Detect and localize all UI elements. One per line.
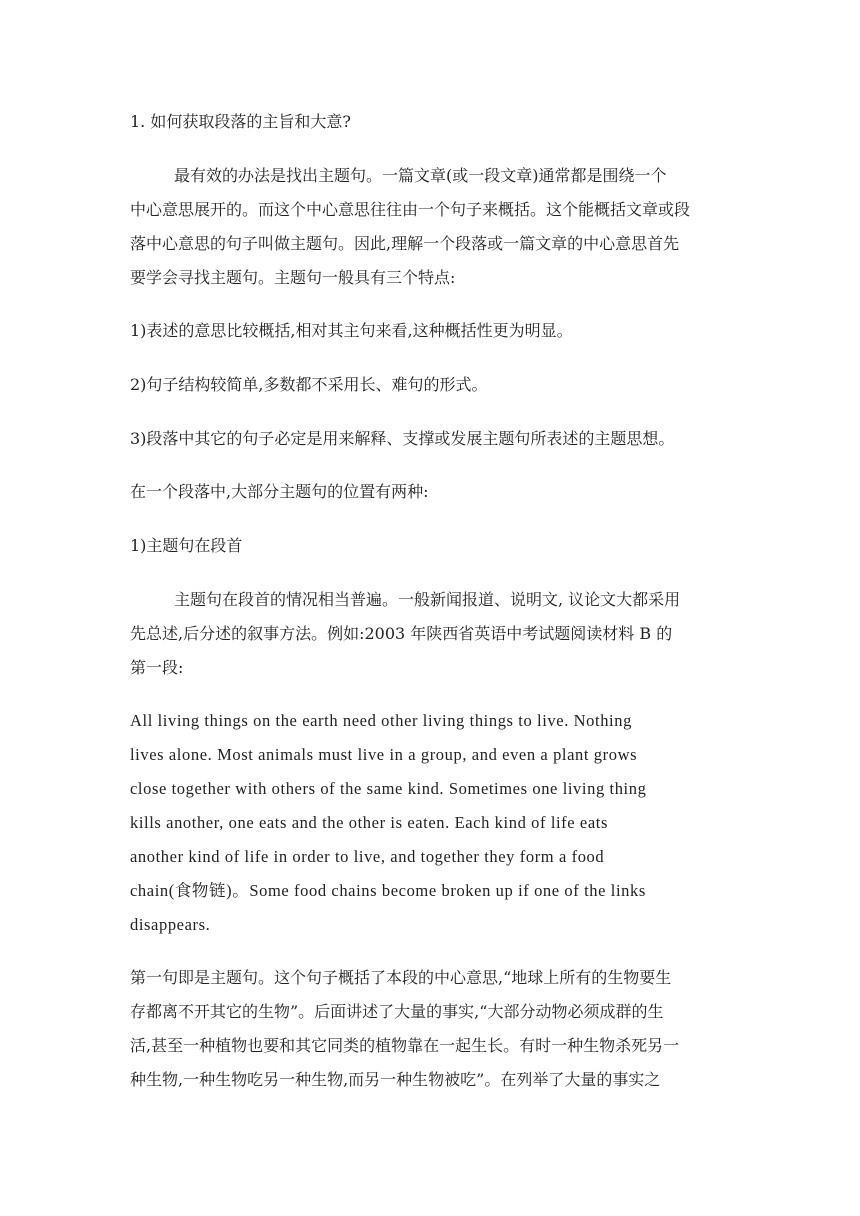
analysis-line: 活,甚至一种植物也要和其它同类的植物靠在一起生长。有时一种生物杀死另一: [130, 1036, 680, 1055]
intro-line: 中心意思展开的。而这个中心意思往往由一个句子来概括。这个能概括文章或段: [130, 200, 691, 219]
positions-intro: 在一个段落中,大部分主题句的位置有两种:: [130, 482, 429, 501]
example-line: disappears.: [130, 915, 211, 934]
intro-line: 要学会寻找主题句。主题句一般具有三个特点:: [130, 268, 456, 287]
position-description: 先总述,后分述的叙事方法。例如:2003 年陕西省英语中考试题阅读材料 B 的: [130, 624, 673, 643]
feature-item: 1)表述的意思比较概括,相对其主句来看,这种概括性更为明显。: [130, 321, 573, 340]
example-line: All living things on the earth need other living things to live. Nothing: [130, 711, 632, 730]
example-line: chain(食物链)。Some food chains become broken up if one of the links: [130, 881, 646, 900]
position-description: 主题句在段首的情况相当普遍。一般新闻报道、说明文, 议论文大都采用: [174, 590, 681, 609]
position-heading: 1)主题句在段首: [130, 536, 243, 555]
example-line: close together with others of the same kind. Sometimes one living thing: [130, 779, 647, 798]
example-line: lives alone. Most animals must live in a group, and even a plant grows: [130, 745, 638, 764]
analysis-line: 种生物,一种生物吃另一种生物,而另一种生物被吃”。在列举了大量的事实之: [130, 1070, 661, 1089]
intro-line: 最有效的办法是找出主题句。一篇文章(或一段文章)通常都是围绕一个: [174, 166, 667, 185]
intro-line: 落中心意思的句子叫做主题句。因此,理解一个段落或一篇文章的中心意思首先: [130, 234, 680, 253]
feature-item: 2)句子结构较简单,多数都不采用长、难句的形式。: [130, 375, 488, 394]
example-line: another kind of life in order to live, and together they form a food: [130, 847, 605, 866]
position-description: 第一段:: [130, 658, 184, 677]
example-line: kills another, one eats and the other is eaten. Each kind of life eats: [130, 813, 608, 832]
analysis-line: 第一句即是主题句。这个句子概括了本段的中心意思,“地球上所有的生物要生: [130, 968, 672, 987]
feature-item: 3)段落中其它的句子必定是用来解释、支撑或发展主题句所表述的主题思想。: [130, 429, 675, 448]
section-heading: 1. 如何获取段落的主旨和大意?: [130, 112, 351, 131]
analysis-line: 存都离不开其它的生物”。后面讲述了大量的事实,“大部分动物必须成群的生: [130, 1002, 664, 1021]
